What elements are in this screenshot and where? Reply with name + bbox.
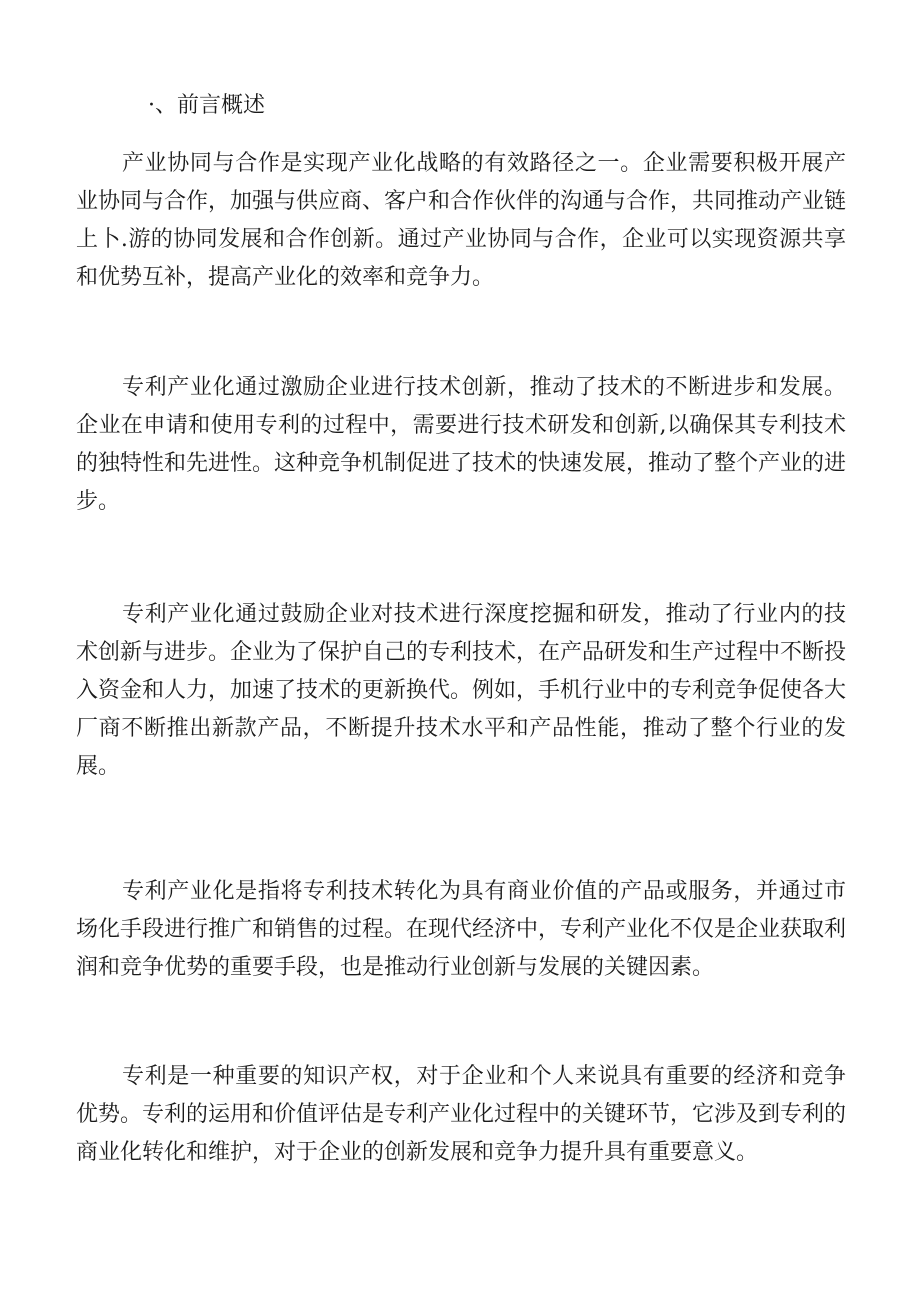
- paragraph-patent-value: 专利是一种重要的知识产权，对于企业和个人来说具有重要的经济和竞争优势。专利的运用和价值评估是专利产业化过程中的关键环节，它涉及到专利的商业化转化和维护，对于企业的创新发展和竞争力提升具有重要意义。: [76, 1064, 847, 1165]
- paragraph-patent-industrialization-definition: 专利产业化是指将专利技术转化为具有商业价值的产品或服务，并通过市场化手段进行推广和销售的过程。在现代经济中，专利产业化不仅是企业获取利润和竞争优势的重要手段，也是推动行业创新与发展的关键因素。: [76, 879, 847, 980]
- paragraph-industrial-collaboration: 产业协同与合作是实现产业化战略的有效路径之一。企业需要积极开展产业协同与合作，加强与供应商、客户和合作伙伴的沟通与合作，共同推动产业链上卜.游的协同发展和合作创新。通过产业协同与合作，企业可以实现资源共享和优势互补，提高产业化的效率和竞争力。: [76, 151, 847, 290]
- paragraph-industry-progress: 专利产业化通过鼓励企业对技术进行深度挖掘和研发，推动了行业内的技术创新与进步。企业为了保护自己的专利技术，在产品研发和生产过程中不断投入资金和人力，加速了技术的更新换代。例如，手机行业中的专利竞争促使各大厂商不断推出新款产品，不断提升技术水平和产品性能，推动了整个行业的发展。: [76, 602, 847, 779]
- section-heading: ·、前言概述: [148, 93, 265, 118]
- paragraph-technical-innovation: 专利产业化通过激励企业进行技术创新，推动了技术的不断进步和发展。企业在申请和使用专利的过程中，需要进行技术研发和创新,以确保其专利技术的独特性和先进性。这种竞争机制促进了技术的快速发展，推动了整个产业的进步。: [76, 375, 847, 514]
